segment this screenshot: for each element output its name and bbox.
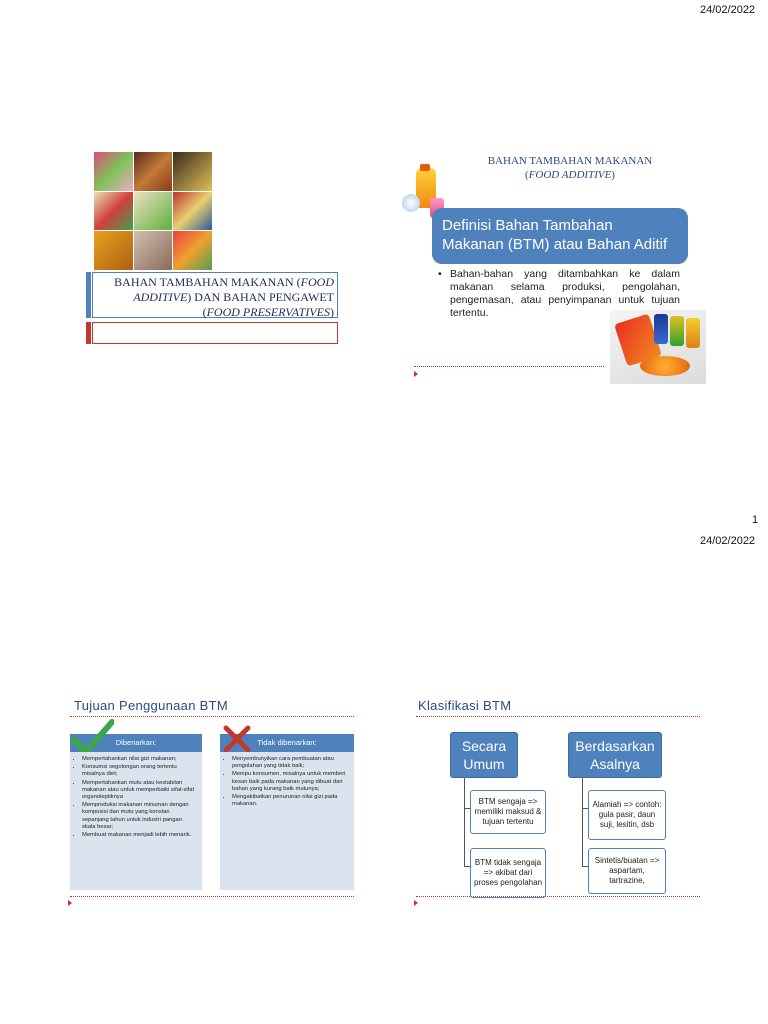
title-text-3: ) <box>330 305 334 319</box>
slide1-subtitle-box <box>92 322 338 344</box>
title-text-2: ) DAN BAHAN PENGAWET ( <box>187 290 334 319</box>
slide3-footer-line <box>70 896 354 897</box>
page2-date: 24/02/2022 <box>700 535 756 547</box>
slide1 <box>86 150 340 350</box>
slide2-footer-arrow <box>414 371 418 377</box>
allowed-header: Dibenarkan: <box>70 734 202 752</box>
definition-heading: Definisi Bahan Tambahan Makanan (BTM) atau Bahan Aditif <box>432 208 688 264</box>
forbidden-item: • Mengakibatkan penurunan nilai gizi pada makanan. <box>232 794 348 808</box>
cross-icon <box>222 724 252 754</box>
slide2 <box>400 150 708 384</box>
slide3-title-line <box>70 716 354 717</box>
forbidden-item: • Menyembunyikan cara pembuatan atau pengolahan yang tidak baik; <box>232 756 348 770</box>
title-italic-1: FOOD ADDITIVE <box>133 275 334 304</box>
slide2-title-italic: FOOD ADDITIVE <box>528 169 612 181</box>
slide2-footer-line <box>414 366 604 367</box>
title-accent-bar <box>86 272 91 318</box>
slide2-title-line1: BAHAN TAMBAHAN MAKANAN <box>487 155 653 167</box>
definition-text: Bahan-bahan yang ditambahkan ke dalam makanan selama produksi, pengolahan, pengemasan, atau penyimpanan untuk tujuan tertentu. <box>450 268 680 319</box>
slide1-title <box>92 272 338 318</box>
general-child-unintentional: BTM tidak sengaja => akibat dari proses pengolahan <box>470 848 546 898</box>
allowed-item: • Memproduksi makanan minuman dengan komposisi dan mutu yang konstan sepanjang tahun untuk industri pangan skala besar; <box>82 802 196 831</box>
snacks-image <box>610 310 706 384</box>
slide4-footer-line <box>416 896 700 897</box>
slide3 <box>66 696 356 908</box>
general-category-box: Secara Umum <box>450 732 518 778</box>
allowed-list <box>70 752 202 890</box>
origin-child-natural: Alamiah => contoh: gula pasir, daun suji, lesitin, dsb <box>588 790 666 840</box>
page1-date: 24/02/2022 <box>700 4 756 16</box>
allowed-item: • Mempertahankan mutu atau kestabilan makanan atau untuk memperbaiki sifat-sifat organoleptiknya <box>82 780 196 802</box>
origin-child-synthetic: Sintetis/buatan => aspartam, tartrazine, <box>588 848 666 894</box>
subtitle-accent-bar <box>86 322 91 344</box>
slide4-footer-arrow <box>414 900 418 906</box>
slide2-title <box>440 154 700 182</box>
allowed-item: • Mempertahankan nilai gizi makanan; <box>82 756 196 763</box>
title-text-1: BAHAN TAMBAHAN MAKANAN ( <box>114 275 301 289</box>
forbidden-list <box>220 752 354 890</box>
slide4 <box>412 696 702 908</box>
title-italic-2: FOOD PRESERVATIVES <box>206 305 330 319</box>
forbidden-item: • Menipu konsumen, misalnya untuk memberi kesan baik pada makanan yang dibuat dari bahan yang kurang baik mutunya; <box>232 771 348 793</box>
allowed-item: • Membuat makanan menjadi lebih menarik. <box>82 832 196 839</box>
slide4-title: Klasifikasi BTM <box>418 698 512 713</box>
slide2-title-open: ( <box>525 169 529 181</box>
general-child-intentional: BTM sengaja => memiliki maksud & tujuan tertentu <box>470 790 546 834</box>
page-number: 1 <box>752 514 759 526</box>
slide2-title-line2 <box>440 168 700 182</box>
origin-category-box: Berdasarkan Asalnya <box>568 732 662 778</box>
slide2-title-close: ) <box>611 169 615 181</box>
slide4-title-line <box>416 716 700 717</box>
bullet-dot: • <box>438 268 442 280</box>
forbidden-header: Tidak dibenarkan: <box>220 734 354 752</box>
allowed-item: • Konsumsi segolongan orang tertentu misalnya diet; <box>82 764 196 778</box>
food-collage-image <box>94 152 212 270</box>
slide3-title: Tujuan Penggunaan BTM <box>74 698 228 713</box>
slide3-footer-arrow <box>68 900 72 906</box>
